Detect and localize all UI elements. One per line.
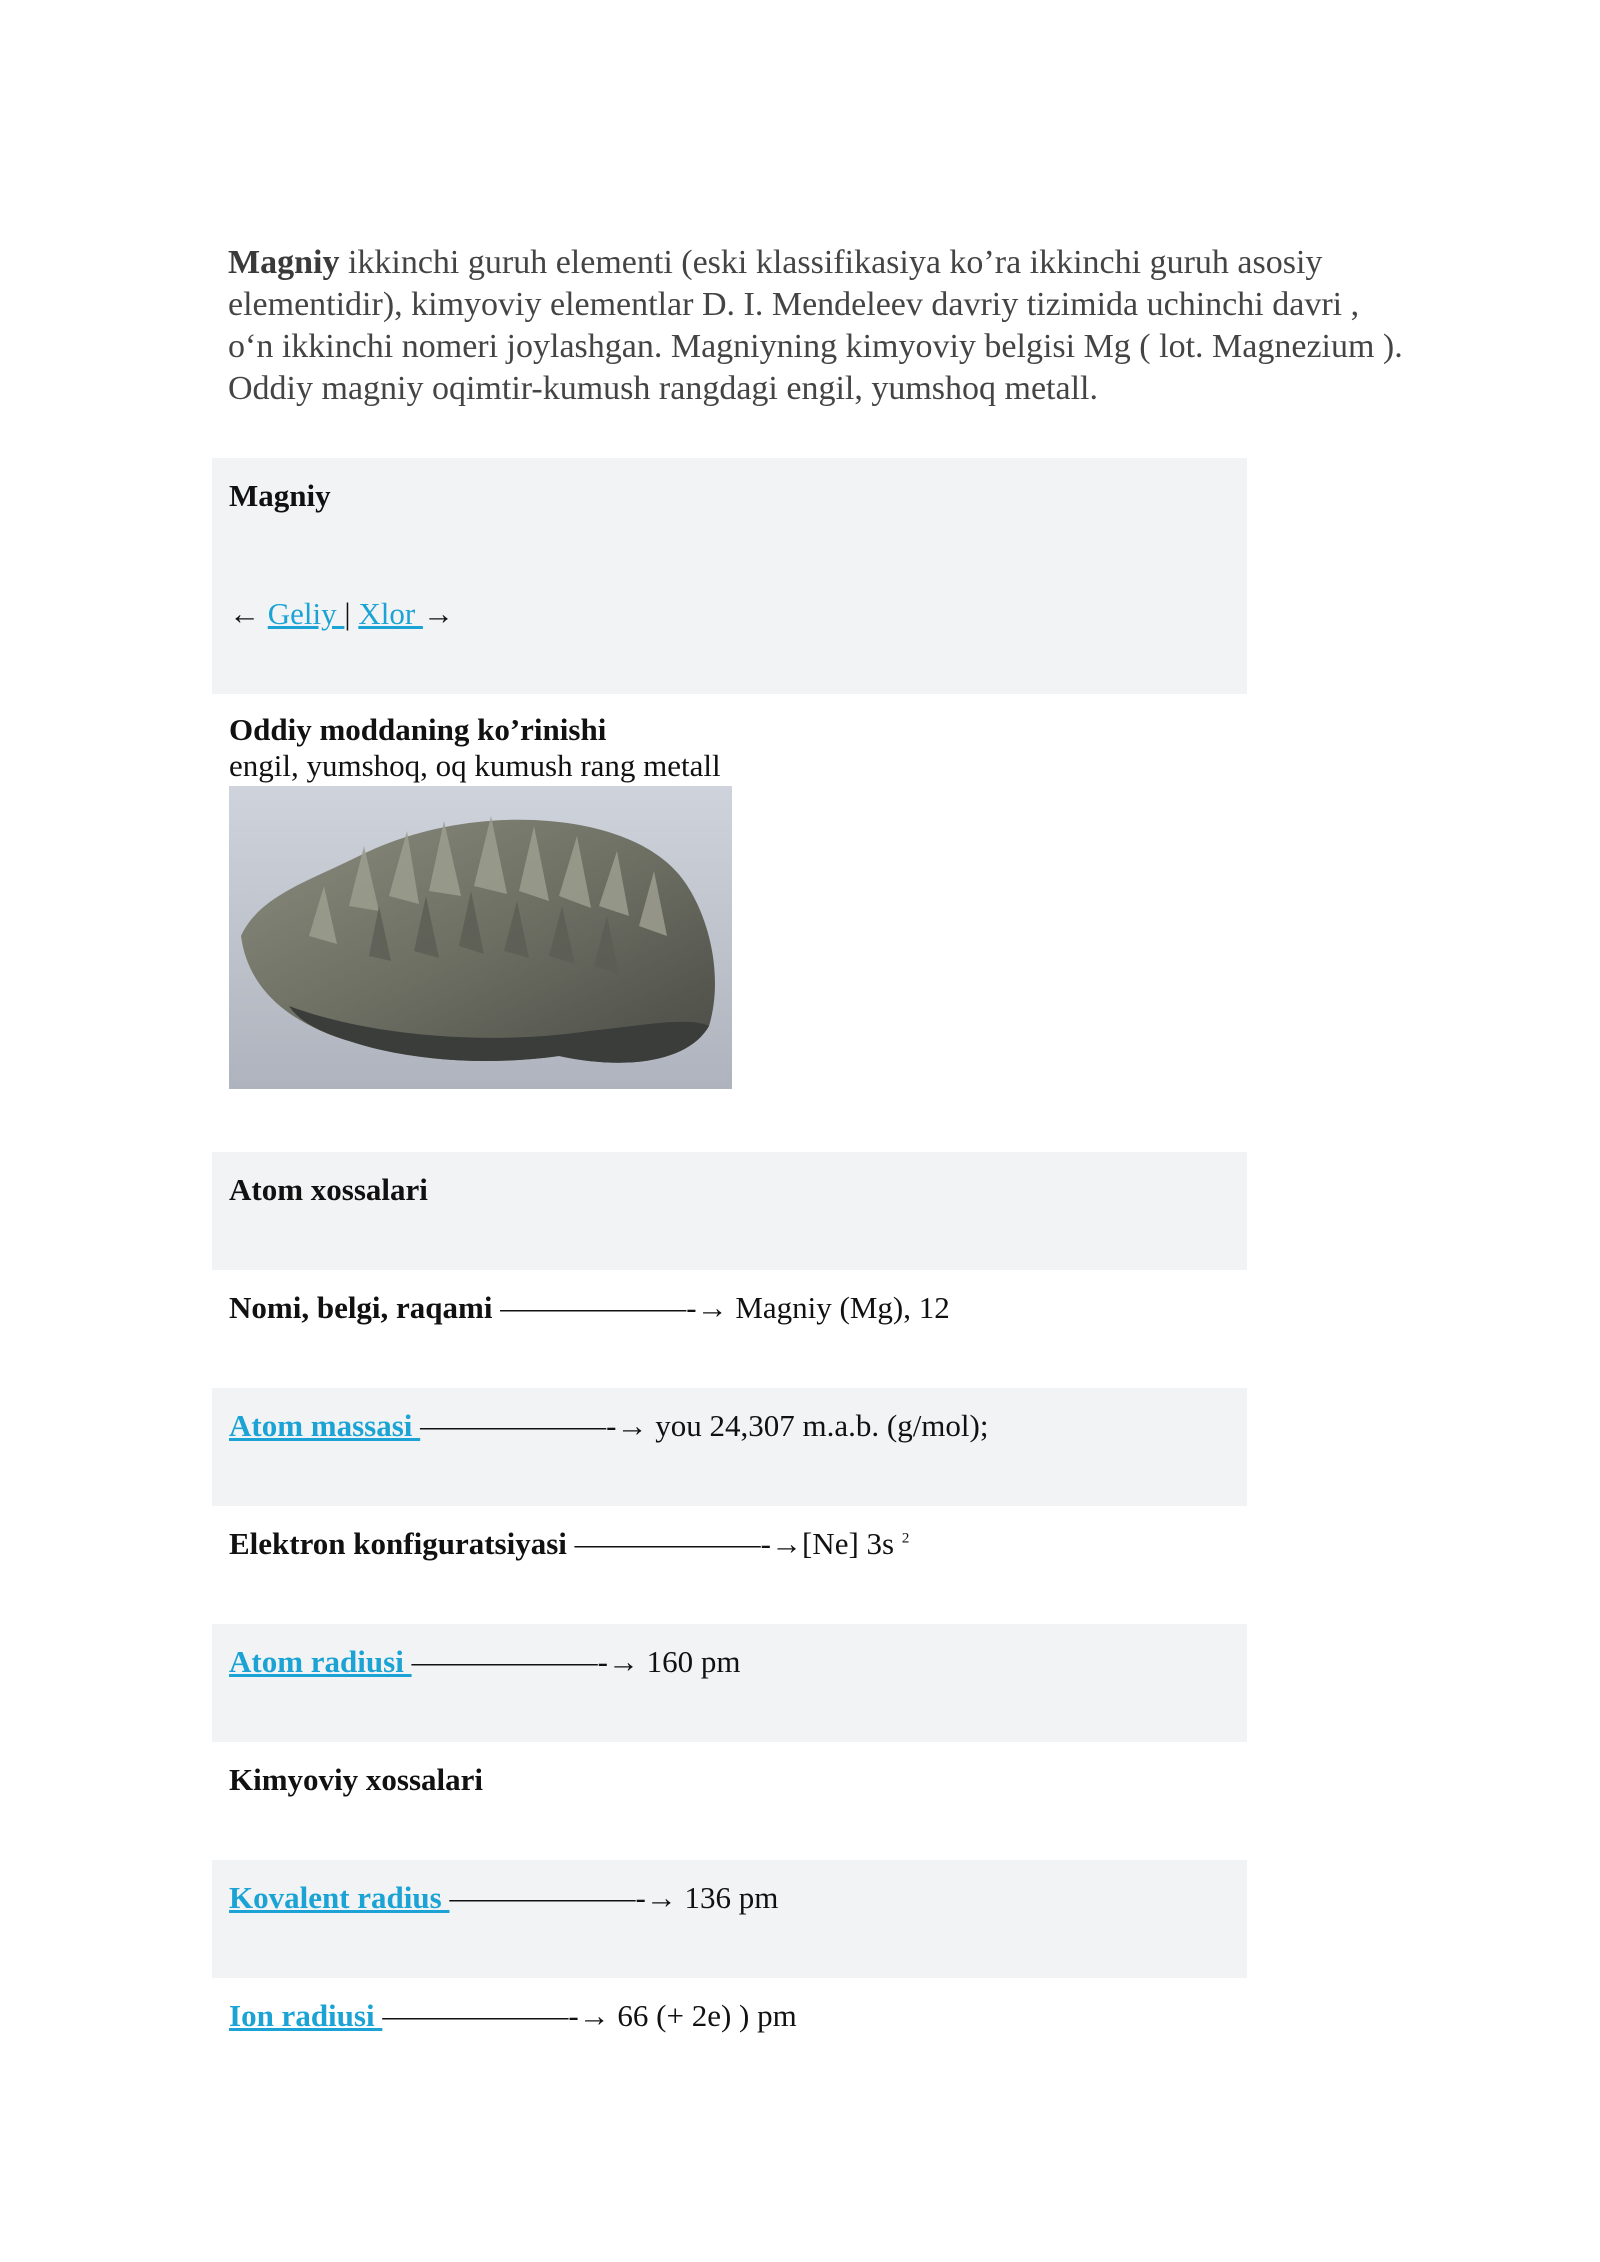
intro-line-4-text: Oddiy magniy oqimtir-kumush rangdagi engil, yumshoq metall. [228,370,1098,407]
nav-right-arrow-icon: → [422,596,454,631]
ion-radius-link[interactable]: Ion radiusi [229,1998,383,2033]
intro-line-3-text: o‘n ikkinchi nomeri joylashgan. Magniyning kimyoviy belgisi Mg ( lot. Magnezium ). [228,328,1403,365]
config-row-label: Elektron konfiguratsiyasi [229,1526,567,1561]
atomic-mass-row [212,1388,1247,1506]
infobox-title: Magniy [229,478,331,513]
covalent-row-arrow: ——————-→ [449,1880,685,1915]
covalent-radius-row [212,1860,1247,1978]
name-row-label: Nomi, belgi, raqami [229,1290,493,1325]
intro-line-4 [228,368,1528,410]
name-row-arrow: ——————-→ [492,1290,736,1325]
config-row-superscript: 2 [901,1530,910,1547]
config-row-value: [Ne] 3s [801,1526,895,1561]
covalent-radius-link[interactable]: Kovalent radius [229,1880,450,1915]
atom-section-title: Atom xossalari [229,1172,428,1207]
radius-row-arrow: ——————-→ [411,1644,647,1679]
name-symbol-number-row [212,1270,1247,1388]
nav-left-arrow-icon: ← [229,596,260,631]
intro-line-1-text: ikkinchi guruh elementi (eski klassifikasiya ko’ra ikkinchi guruh asosiy [339,244,1323,281]
nav-next-link[interactable]: Xlor [358,596,423,631]
ion-row-value: 66 (+ 2e) ) pm [617,1998,797,2033]
electron-config-row [212,1506,1247,1624]
intro-line-3 [228,326,1528,368]
element-infobox [212,458,1247,2096]
chem-section-title: Kimyoviy xossalari [229,1762,484,1797]
atomic-radius-row [212,1624,1247,1742]
appearance-label: Oddiy moddaning ko’rinishi [229,712,607,747]
element-nav-row [212,576,1247,694]
nav-prev-link[interactable]: Geliy [267,596,345,631]
name-row-value: Magniy (Mg), 12 [735,1290,950,1325]
intro-paragraph [228,242,1528,410]
covalent-row-value: 136 pm [684,1880,779,1915]
ion-row-arrow: ——————-→ [382,1998,618,2033]
intro-line-1 [228,242,1528,284]
atomic-mass-link[interactable]: Atom massasi [229,1408,421,1443]
nav-separator: | [344,596,351,631]
config-row-arrow: ——————-→ [566,1526,802,1561]
atom-section-header [212,1152,1247,1270]
intro-line-2 [228,284,1528,326]
appearance-row [212,694,1247,1152]
ion-radius-row [212,1978,1247,2096]
atomic-radius-link[interactable]: Atom radiusi [229,1644,412,1679]
intro-bold-term: Magniy [228,244,340,281]
magnesium-crystal-image [229,786,732,1089]
mass-row-arrow: ——————-→ [420,1408,656,1443]
chem-section-header [212,1742,1247,1860]
appearance-text: engil, yumshoq, oq kumush rang metall [229,748,721,783]
infobox-title-row [212,458,1247,576]
mass-row-value: you 24,307 m.a.b. (g/mol); [655,1408,989,1443]
intro-line-2-text: elementidir), kimyoviy elementlar D. I. Mendeleev davriy tizimida uchinchi davri , [228,286,1360,323]
radius-row-value: 160 pm [646,1644,741,1679]
